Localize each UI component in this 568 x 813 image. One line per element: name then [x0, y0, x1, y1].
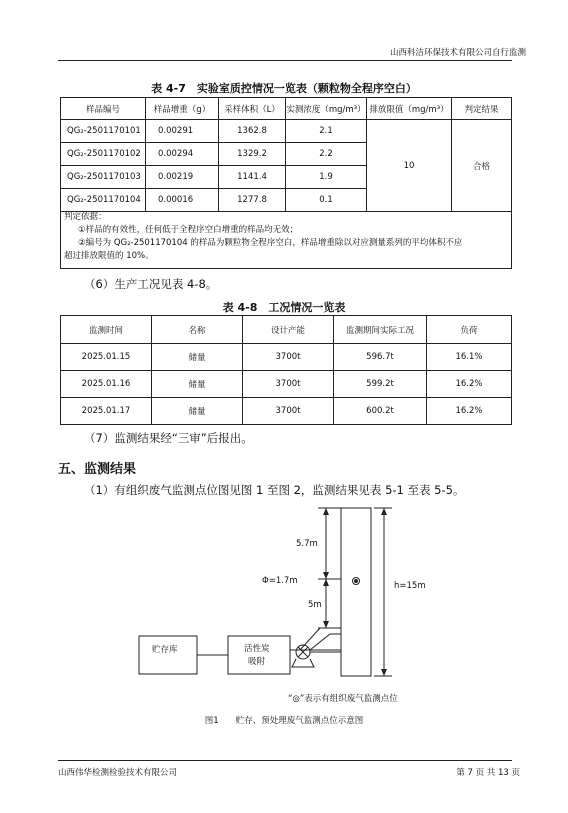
- paragraph-7: （7）监测结果经“三审”后报出。: [84, 431, 253, 445]
- header-rule: [58, 60, 512, 61]
- page-header: 山西科洁环保技术有限公司自行监测: [389, 48, 526, 58]
- sample-volume: 1277.8: [219, 189, 286, 212]
- col-header: 设计产能: [243, 316, 334, 344]
- dim-label-mid: 5m: [308, 600, 322, 610]
- col-header: 名称: [152, 316, 243, 344]
- col-header: 判定结果: [452, 98, 512, 120]
- footer-company: 山西伟华检测检验技术有限公司: [58, 768, 178, 778]
- sample-id: QG₂-2501170102: [61, 143, 146, 166]
- sample-id: QG₂-2501170101: [61, 120, 146, 143]
- basis-item: ②编号为 QG₂-2501170104 的样品为颗粒物全程序空白，样品增重除以对应测量系列的平均体积不应: [78, 238, 463, 248]
- paragraph-section-5: （1）有组织废气监测点位图见图 1 至图 2，监测结果见表 5-1 至表 5-5。: [84, 483, 465, 497]
- arrow-icon: [323, 621, 329, 628]
- arrow-icon: [323, 572, 329, 579]
- weight-gain: 0.00219: [146, 166, 219, 189]
- col-header: 样品编号: [61, 98, 146, 120]
- actual-condition: 596.7t: [334, 344, 427, 371]
- table-row: [61, 398, 512, 425]
- sample-volume: 1329.2: [219, 143, 286, 166]
- col-header: 实测浓度（mg/m³）: [286, 98, 367, 120]
- actual-condition: 600.2t: [334, 398, 427, 425]
- table-row: [61, 371, 512, 398]
- arrow-icon: [381, 669, 387, 676]
- monitor-date: 2025.01.16: [61, 371, 152, 398]
- item-name: 储量: [152, 344, 243, 371]
- weight-gain: 0.00016: [146, 189, 219, 212]
- arrow-icon: [323, 579, 329, 586]
- col-header: 负荷: [427, 316, 512, 344]
- concentration: 1.9: [286, 166, 367, 189]
- actual-condition: 599.2t: [334, 371, 427, 398]
- storage-box: [139, 636, 197, 674]
- design-capacity: 3700t: [243, 371, 334, 398]
- sample-volume: 1141.4: [219, 166, 286, 189]
- col-header: 监测时间: [61, 316, 152, 344]
- arrow-icon: [323, 508, 329, 515]
- dim-label-top: 5.7m: [296, 539, 318, 549]
- monitoring-point-dot: [355, 580, 358, 583]
- basis-title: 判定依据：: [64, 212, 107, 222]
- height-label: h=15m: [394, 581, 426, 591]
- load: 16.1%: [427, 344, 512, 371]
- table-4-8-caption: 表 4-8 工况情况一览表: [222, 301, 346, 314]
- carbon-adsorption-box: [228, 636, 290, 674]
- design-capacity: 3700t: [243, 398, 334, 425]
- col-header: 采样体积（L）: [219, 98, 286, 120]
- page-number: 第 7 页 共 13 页: [456, 768, 520, 778]
- arrow-icon: [381, 508, 387, 515]
- col-header: 排放限值（mg/m³）: [367, 98, 452, 120]
- load: 16.2%: [427, 371, 512, 398]
- basis-item: ①样品的有效性，任何低于全程序空白增重的样品均无效；: [78, 225, 299, 235]
- section-title: 五、监测结果: [58, 462, 137, 477]
- stack-outline: [341, 508, 371, 676]
- monitor-date: 2025.01.15: [61, 344, 152, 371]
- design-capacity: 3700t: [243, 344, 334, 371]
- basis-item: 超过排放限值的 10%。: [64, 251, 154, 261]
- carbon-label: 活性炭: [244, 644, 270, 654]
- diameter-label: Φ=1.7m: [262, 576, 298, 586]
- concentration: 2.1: [286, 120, 367, 143]
- col-header: 监测期间实际工况: [334, 316, 427, 344]
- sample-id: QG₂-2501170103: [61, 166, 146, 189]
- table-4-7-caption: 表 4-7 实验室质控情况一览表（颗粒物全程序空白）: [151, 82, 417, 95]
- legend-text: “◎”表示有组织废气监测点位: [288, 694, 398, 704]
- weight-gain: 0.00291: [146, 120, 219, 143]
- emission-limit: 10: [367, 120, 452, 212]
- concentration: 2.2: [286, 143, 367, 166]
- carbon-label: 吸附: [248, 657, 266, 667]
- monitor-date: 2025.01.17: [61, 398, 152, 425]
- fan-base: [292, 659, 314, 667]
- table-header-row: [61, 316, 512, 344]
- load: 16.2%: [427, 398, 512, 425]
- item-name: 储量: [152, 398, 243, 425]
- weight-gain: 0.00294: [146, 143, 219, 166]
- storage-label: 贮存库: [152, 645, 178, 655]
- col-header: 样品增重（g）: [146, 98, 219, 120]
- condition-table: [60, 315, 512, 425]
- monitoring-point-diagram: [0, 500, 568, 712]
- table-row: [61, 120, 512, 143]
- concentration: 0.1: [286, 189, 367, 212]
- figure-caption: 图1 贮存、预处理废气监测点位示意图: [204, 716, 364, 726]
- item-name: 储量: [152, 371, 243, 398]
- sample-volume: 1362.8: [219, 120, 286, 143]
- table-row: [61, 344, 512, 371]
- sample-id: QG₂-2501170104: [61, 189, 146, 212]
- duct-line: [300, 628, 320, 650]
- judgement-basis: [60, 211, 512, 269]
- paragraph-6: （6）生产工况见表 4-8。: [84, 277, 218, 291]
- table-header-row: [61, 98, 512, 120]
- judgement-result: 合格: [452, 120, 512, 212]
- qc-table: [60, 97, 512, 212]
- footer-rule: [58, 760, 512, 761]
